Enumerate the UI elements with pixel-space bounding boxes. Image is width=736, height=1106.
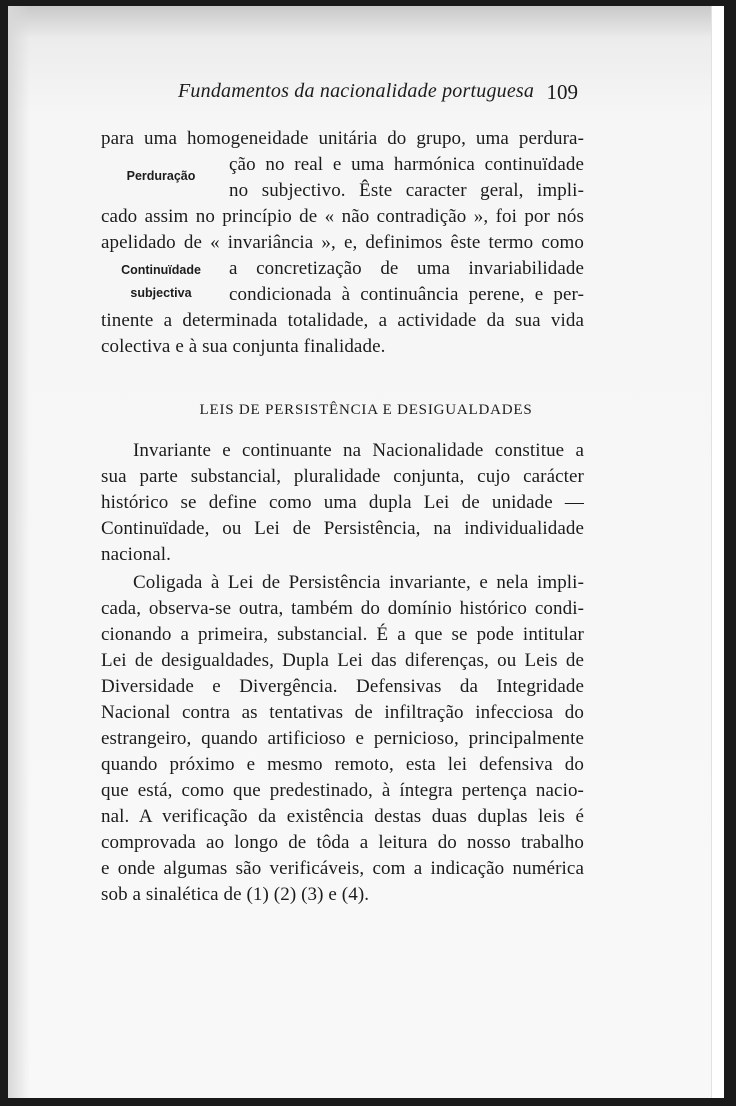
running-head: [178, 80, 578, 110]
paragraph-line: sua parte substancial, pluralidade conjunta, cujo carácter: [101, 466, 584, 487]
paragraph-line: Coligada à Lei de Persistência invariante, e nela impli-: [133, 572, 584, 593]
paragraph-line: colectiva e à sua conjunta finalidade.: [101, 336, 386, 357]
running-title: Fundamentos da nacionalidade portuguesa: [178, 80, 535, 102]
paragraph-line: estrangeiro, quando artificioso e pernicioso, principalmente: [101, 728, 584, 749]
paragraph-line: nacional.: [101, 544, 172, 565]
paragraph-line: cionando a primeira, substancial. É a que se pode intitular: [101, 624, 584, 645]
paragraph-line: comprovada ao longo de tôda a leitura do nosso trabalho: [101, 832, 584, 853]
page-edge: [711, 6, 724, 1098]
paragraph-line: e onde algumas são verificáveis, com a indicação numérica: [101, 858, 584, 879]
paragraph-line: a concretização de uma invariabilidade: [229, 258, 584, 279]
paragraph-line: Invariante e continuante na Nacionalidade constitue a: [133, 440, 584, 461]
paragraph-line: cado assim no princípio de « não contradição », foi por nós: [101, 206, 584, 227]
paragraph-line: histórico se define como uma dupla Lei de unidade —: [101, 492, 584, 513]
paragraph-line: condicionada à continuância perene, e per-: [229, 284, 584, 305]
paragraph-line: para uma homogeneidade unitária do grupo, uma perdura-: [101, 128, 584, 149]
paragraph-line: nal. A verificação da existência destas duas duplas leis é: [101, 806, 584, 827]
paragraph-line: quando próximo e mesmo remoto, esta lei defensiva do: [101, 754, 584, 775]
margin-note-continuidade: Continuïdade: [121, 263, 201, 277]
paragraph-line: sob a sinalética de (1) (2) (3) e (4).: [101, 884, 370, 905]
page-number: 109: [546, 80, 578, 104]
paragraph-line: tinente a determinada totalidade, a actividade da sua vida: [101, 310, 584, 331]
paragraph-line: ção no real e uma harmónica continuïdade: [229, 154, 584, 175]
paragraph-line: Continuïdade, ou Lei de Persistência, na individualidade: [101, 518, 584, 539]
section-heading: LEIS DE PERSISTÊNCIA E DESIGUALDADES: [199, 402, 533, 418]
margin-note-perduracao: Perduração: [126, 169, 196, 183]
paragraph-line: Lei de desigualdades, Dupla Lei das diferenças, ou Leis de: [101, 650, 584, 671]
paragraph-line: no subjectivo. Êste caracter geral, impli-: [229, 180, 584, 201]
margin-note-subjectiva: subjectiva: [130, 286, 192, 300]
paragraph-line: apelidado de « invariância », e, definimos êste termo como: [101, 232, 584, 253]
paragraph-line: Nacional contra as tentativas de infiltração infecciosa do: [101, 702, 584, 723]
paragraph-line: Diversidade e Divergência. Defensivas da Integridade: [101, 676, 584, 697]
book-page: [8, 6, 724, 1098]
paragraph-line: que está, como que predestinado, à íntegra pertença nacio-: [101, 780, 584, 801]
paragraph-line: cada, observa-se outra, também do domínio histórico condi-: [101, 598, 584, 619]
